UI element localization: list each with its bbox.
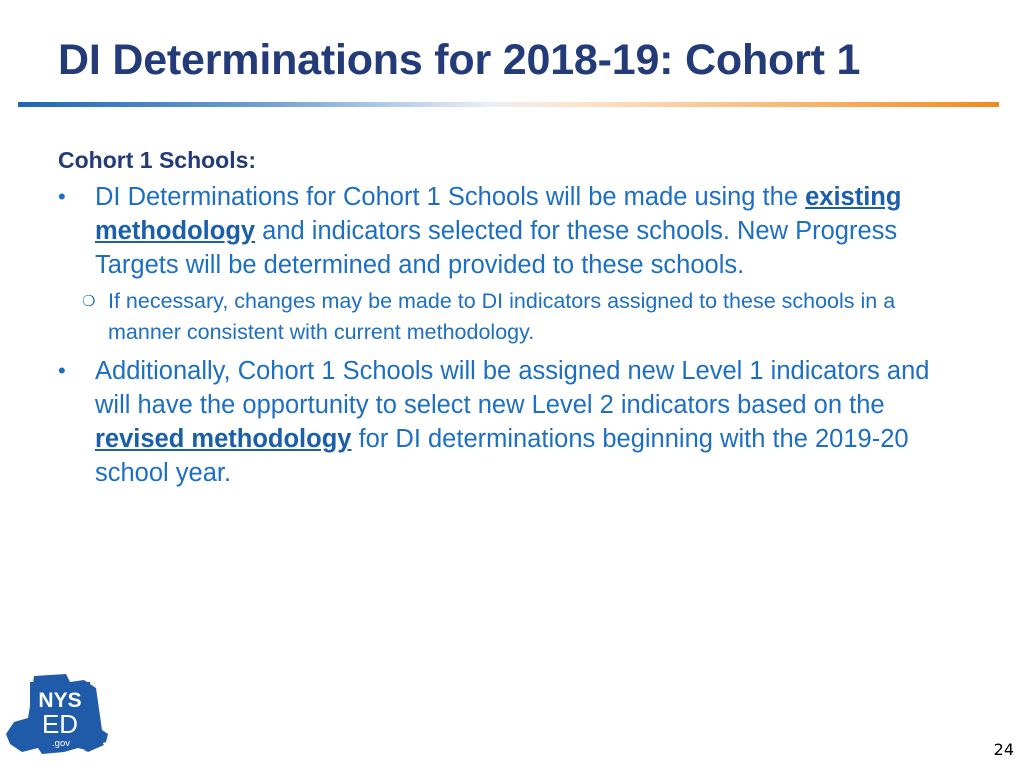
existing-methodology-link[interactable]: existing methodology: [95, 183, 902, 245]
section-heading: Cohort 1 Schools:: [58, 147, 257, 173]
revised-methodology-link[interactable]: revised methodology: [95, 425, 352, 453]
hollow-circle-bullet-icon: ❍: [82, 293, 96, 310]
logo-text-gov: .gov: [52, 738, 70, 749]
title-divider-gradient: [18, 102, 999, 107]
page-number: 24: [993, 740, 1014, 759]
slide-title: DI Determinations for 2018-19: Cohort 1: [58, 36, 861, 84]
bullet-marker: •: [58, 358, 66, 383]
bullet-2-text-before: Additionally, Cohort 1 Schools will be assigned new Level 1 indicators and will have the opportunity to select new Level 2 indicators based on the: [95, 357, 930, 419]
bullet-1-text-after: and indicators selected for these schools. New Progress Targets will be determined and provided to these schools.: [95, 217, 898, 279]
logo-text-nys: NYS: [38, 689, 82, 712]
slide-content: [58, 146, 938, 490]
nysed-logo: [4, 672, 110, 756]
bullet-1-text-before: DI Determinations for Cohort 1 Schools will be made using the: [95, 183, 806, 211]
sub-bullet-text: If necessary, changes may be made to DI indicators assigned to these schools in a manner consistent with current methodology.: [108, 289, 896, 344]
bullet-item-2: [58, 354, 938, 490]
sub-bullet-item: [58, 286, 938, 348]
bullet-2-text-after: for DI determinations beginning with the 2019-20 school year.: [95, 425, 909, 487]
bullet-marker: •: [58, 184, 66, 209]
logo-text-ed: ED: [41, 709, 79, 739]
bullet-item-1: [58, 180, 938, 282]
